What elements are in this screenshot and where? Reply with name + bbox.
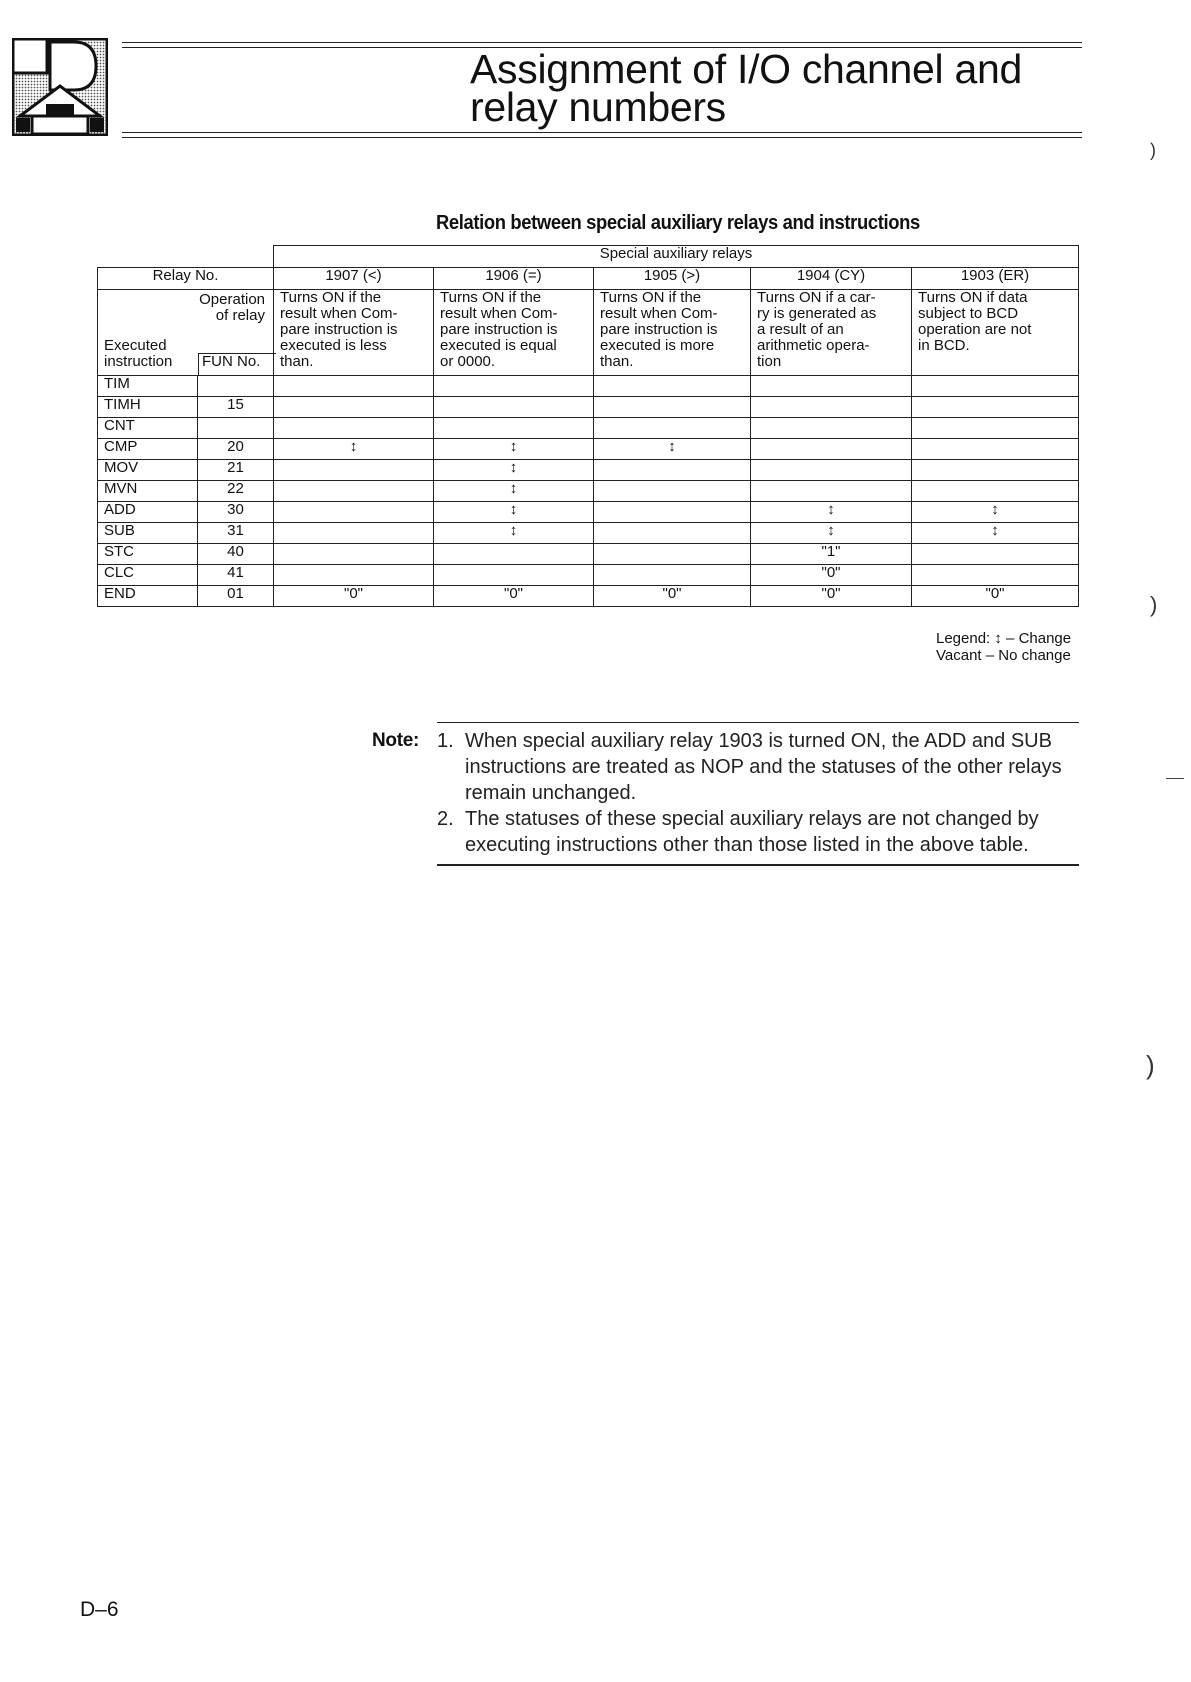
- instruction-cell: CLC: [98, 565, 198, 586]
- desc-1907-line: result when Com-: [280, 305, 398, 322]
- note-text-line: The statuses of these special auxiliary relays are not changed by: [465, 808, 1039, 830]
- fun-no-cell: 20: [198, 439, 274, 460]
- desc-1907-line: pare instruction is: [280, 321, 398, 338]
- table-row: [98, 523, 1079, 544]
- relay-status-cell: [912, 544, 1079, 565]
- desc-1907: [274, 290, 434, 376]
- relay-status-cell: [434, 565, 594, 586]
- relay-no-header: Relay No.: [98, 268, 274, 290]
- desc-1904-line: arithmetic opera-: [757, 337, 870, 354]
- relay-table: [97, 245, 1079, 607]
- page-title-line1: Assignment of I/O channel and: [470, 46, 1022, 92]
- table-row: [98, 544, 1079, 565]
- relay-status-cell: "0": [751, 586, 912, 607]
- table-row: [98, 439, 1079, 460]
- instruction-cell: CMP: [98, 439, 198, 460]
- relay-status-cell: ↕: [274, 439, 434, 460]
- desc-1905-line: Turns ON if the: [600, 289, 702, 306]
- relay-status-cell: ↕: [434, 439, 594, 460]
- relay-status-cell: ↕: [434, 523, 594, 544]
- relay-status-cell: ↕: [434, 460, 594, 481]
- legend: [936, 630, 1071, 664]
- relay-status-cell: [274, 502, 434, 523]
- section-logo-icon: [12, 38, 108, 136]
- note-box: [437, 722, 1079, 866]
- relay-status-cell: [434, 544, 594, 565]
- table-row: [98, 502, 1079, 523]
- instruction-cell: ADD: [98, 502, 198, 523]
- relay-status-cell: [751, 460, 912, 481]
- table-corner: [98, 246, 274, 268]
- relay-status-cell: [274, 565, 434, 586]
- desc-1907-line: than.: [280, 353, 314, 370]
- table-row: [98, 565, 1079, 586]
- table-row: [98, 376, 1079, 397]
- relay-header-1903: 1903 (ER): [912, 268, 1079, 290]
- relay-status-cell: ↕: [434, 481, 594, 502]
- page-number: D–6: [80, 1598, 119, 1621]
- relay-status-cell: [594, 481, 751, 502]
- relay-status-cell: ↕: [912, 502, 1079, 523]
- instruction-cell: TIM: [98, 376, 198, 397]
- desc-1905-line: pare instruction is: [600, 321, 718, 338]
- header-rule-top: [122, 42, 1082, 43]
- relay-status-cell: [594, 418, 751, 439]
- instruction-cell: CNT: [98, 418, 198, 439]
- note-text-line: executing instructions other than those listed in the above table.: [465, 834, 1029, 856]
- relay-status-cell: [274, 481, 434, 502]
- desc-1904-line: Turns ON if a car-: [757, 289, 876, 306]
- fun-no-cell: 15: [198, 397, 274, 418]
- note-number: 1.: [437, 730, 454, 752]
- fun-no-cell: [198, 418, 274, 439]
- desc-1905-line: than.: [600, 353, 634, 370]
- fun-no-label: FUN No.: [198, 353, 276, 375]
- operation-header: [98, 290, 274, 376]
- fun-no-cell: 01: [198, 586, 274, 607]
- table-row: [98, 481, 1079, 502]
- scan-mark: ): [1150, 592, 1158, 617]
- desc-1906: [434, 290, 594, 376]
- legend-line1: Legend: ↕ – Change: [936, 630, 1072, 647]
- fun-no-cell: 40: [198, 544, 274, 565]
- instruction-cell: TIMH: [98, 397, 198, 418]
- desc-1905-line: result when Com-: [600, 305, 718, 322]
- desc-1906-line: pare instruction is: [440, 321, 558, 338]
- relay-header-1906: 1906 (=): [434, 268, 594, 290]
- relay-status-cell: [274, 397, 434, 418]
- desc-1903-line: in BCD.: [918, 337, 970, 354]
- desc-1906-line: result when Com-: [440, 305, 558, 322]
- desc-1906-line: or 0000.: [440, 353, 496, 370]
- relay-status-cell: [274, 523, 434, 544]
- operation-label-1: Operation: [199, 291, 265, 308]
- relay-status-cell: ↕: [434, 502, 594, 523]
- fun-no-cell: 30: [198, 502, 274, 523]
- relay-status-cell: "0": [274, 586, 434, 607]
- note-text-line: remain unchanged.: [465, 782, 637, 804]
- page-title: [470, 46, 1022, 130]
- relay-status-cell: [434, 376, 594, 397]
- desc-1905: [594, 290, 751, 376]
- desc-1907-line: executed is less: [280, 337, 387, 354]
- scan-mark: ): [1146, 1050, 1155, 1080]
- relay-status-cell: [912, 565, 1079, 586]
- note-text-line: When special auxiliary relay 1903 is turned ON, the ADD and SUB: [465, 730, 1052, 752]
- relay-status-cell: ↕: [594, 439, 751, 460]
- page-title-line2: relay numbers: [470, 84, 726, 130]
- relay-status-cell: [594, 397, 751, 418]
- desc-1904-line: ry is generated as: [757, 305, 877, 322]
- table-row: [98, 418, 1079, 439]
- relay-status-cell: "1": [751, 544, 912, 565]
- executed-label-1: Executed: [104, 337, 167, 354]
- relay-status-cell: [594, 565, 751, 586]
- relay-status-cell: [274, 376, 434, 397]
- instruction-cell: MOV: [98, 460, 198, 481]
- relay-status-cell: [751, 397, 912, 418]
- relay-status-cell: [751, 376, 912, 397]
- desc-1906-line: Turns ON if the: [440, 289, 542, 306]
- header-rule-bottom: [122, 132, 1082, 133]
- note-item: [437, 728, 1079, 806]
- desc-1903: [912, 290, 1079, 376]
- relay-status-cell: [594, 460, 751, 481]
- group-header: Special auxiliary relays: [274, 246, 1079, 268]
- table-row: [98, 397, 1079, 418]
- fun-no-cell: 21: [198, 460, 274, 481]
- desc-1903-line: subject to BCD: [918, 305, 1019, 322]
- instruction-cell: MVN: [98, 481, 198, 502]
- relay-header-1907: 1907 (<): [274, 268, 434, 290]
- relay-header-1905: 1905 (>): [594, 268, 751, 290]
- relay-status-cell: ↕: [751, 502, 912, 523]
- instruction-cell: SUB: [98, 523, 198, 544]
- relay-status-cell: [594, 502, 751, 523]
- desc-1907-line: Turns ON if the: [280, 289, 382, 306]
- relay-status-cell: [912, 481, 1079, 502]
- note-text-line: instructions are treated as NOP and the statuses of the other relays: [465, 756, 1062, 778]
- relay-status-cell: [594, 376, 751, 397]
- relay-status-cell: "0": [912, 586, 1079, 607]
- scan-mark: [1166, 778, 1184, 779]
- instruction-cell: END: [98, 586, 198, 607]
- relay-status-cell: [274, 460, 434, 481]
- relay-header-1904: 1904 (CY): [751, 268, 912, 290]
- desc-1904-line: a result of an: [757, 321, 844, 338]
- executed-label-2: instruction: [104, 353, 173, 370]
- relay-status-cell: [751, 418, 912, 439]
- relay-status-cell: [274, 544, 434, 565]
- relay-status-cell: ↕: [912, 523, 1079, 544]
- fun-no-cell: 31: [198, 523, 274, 544]
- relay-status-cell: [912, 376, 1079, 397]
- scan-mark: ): [1150, 140, 1156, 160]
- table-row: [98, 586, 1079, 607]
- desc-1906-line: executed is equal: [440, 337, 557, 354]
- table-title: Relation between special auxiliary relays and instructions: [436, 212, 920, 234]
- desc-1904-line: tion: [757, 353, 782, 370]
- relay-status-cell: [594, 544, 751, 565]
- desc-1904: [751, 290, 912, 376]
- relay-status-cell: [912, 439, 1079, 460]
- relay-status-cell: [594, 523, 751, 544]
- relay-status-cell: "0": [751, 565, 912, 586]
- relay-status-cell: [434, 397, 594, 418]
- table-row: [98, 460, 1079, 481]
- table-body: [98, 376, 1079, 607]
- relay-status-cell: [751, 439, 912, 460]
- relay-status-cell: [912, 460, 1079, 481]
- fun-no-cell: 41: [198, 565, 274, 586]
- relay-status-cell: [912, 397, 1079, 418]
- note-label: Note:: [372, 730, 420, 751]
- relay-status-cell: "0": [594, 586, 751, 607]
- operation-label-2: of relay: [215, 307, 265, 324]
- relay-status-cell: "0": [434, 586, 594, 607]
- relay-status-cell: [912, 418, 1079, 439]
- relay-status-cell: [274, 418, 434, 439]
- header-rule-bottom-2: [122, 137, 1082, 138]
- relay-status-cell: [751, 481, 912, 502]
- relay-status-cell: ↕: [751, 523, 912, 544]
- note-number: 2.: [437, 808, 454, 830]
- desc-1903-line: operation are not: [918, 321, 1032, 338]
- fun-no-cell: [198, 376, 274, 397]
- relay-status-cell: [434, 418, 594, 439]
- fun-no-cell: 22: [198, 481, 274, 502]
- desc-1905-line: executed is more: [600, 337, 715, 354]
- note-item: [437, 806, 1079, 858]
- legend-line2: Vacant – No change: [936, 647, 1071, 664]
- instruction-cell: STC: [98, 544, 198, 565]
- desc-1903-line: Turns ON if data: [918, 289, 1028, 306]
